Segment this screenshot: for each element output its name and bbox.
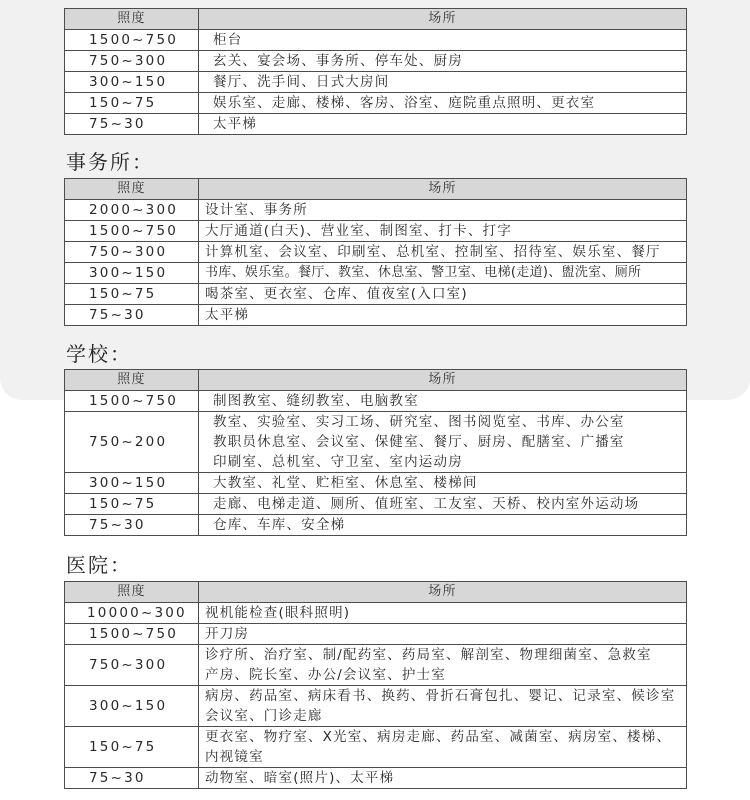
place-cell [199, 391, 687, 412]
section-title-school: 学校： [66, 342, 132, 366]
illuminance-cell: 75~30 [65, 768, 199, 789]
illuminance-cell: 750~300 [65, 645, 199, 686]
illuminance-cell: 1500~750 [65, 221, 199, 242]
place-cell [199, 93, 687, 114]
table-row [65, 686, 687, 727]
place-text: 内视镜室 [205, 749, 264, 765]
header-place: 场所 [199, 179, 687, 200]
place-cell [199, 686, 687, 727]
place-text: 走廊、电梯走道、厕所、值班室、工友室、天桥、校内室外运动场 [213, 496, 640, 512]
place-cell [199, 305, 687, 326]
table-row [65, 624, 687, 645]
table-row [65, 603, 687, 624]
place-cell [199, 494, 687, 515]
place-cell [199, 727, 687, 768]
place-text: 太平梯 [213, 116, 258, 132]
illuminance-cell: 75~30 [65, 305, 199, 326]
table-row [65, 242, 687, 263]
place-text: 计算机室、会议室、印刷室、总机室、控制室、招待室、娱乐室、餐厅 [205, 244, 661, 260]
place-cell [199, 221, 687, 242]
illuminance-cell: 300~150 [65, 263, 199, 284]
illuminance-cell: 150~75 [65, 494, 199, 515]
illuminance-cell: 1500~750 [65, 624, 199, 645]
table-row [65, 200, 687, 221]
illuminance-cell: 150~75 [65, 93, 199, 114]
place-text: 制图教室、缝纫教室、电脑教室 [213, 393, 419, 409]
illuminance-cell: 150~75 [65, 727, 199, 768]
table-row [65, 515, 687, 536]
illuminance-cell: 75~30 [65, 114, 199, 135]
place-cell [199, 72, 687, 93]
header-illuminance: 照度 [65, 9, 199, 30]
table-row [65, 221, 687, 242]
place-text: 病房、药品室、病床看书、换药、骨折石膏包扎、婴记、记录室、候诊室 [205, 688, 676, 704]
place-text: 书库、娱乐室。餐厅、教室、休息室、警卫室、电梯(走道)、盥洗室、厕所 [205, 265, 642, 280]
table-row [65, 768, 687, 789]
table-row [65, 391, 687, 412]
header-place: 场所 [199, 9, 687, 30]
place-text: 仓库、车库、安全梯 [213, 517, 346, 533]
place-text: 娱乐室、走廊、楼梯、客房、浴室、庭院重点照明、更衣室 [213, 95, 596, 111]
illuminance-cell: 1500~750 [65, 391, 199, 412]
place-text: 产房、院长室、办公/会议室、护士室 [205, 667, 446, 683]
table-row [65, 412, 687, 473]
illuminance-cell: 750~300 [65, 51, 199, 72]
place-text: 柜台 [213, 32, 243, 48]
table-row [65, 645, 687, 686]
place-cell [199, 51, 687, 72]
place-text: 玄关、宴会场、事务所、停车处、厨房 [213, 53, 463, 69]
place-cell [199, 473, 687, 494]
place-text: 喝茶室、更衣室、仓库、值夜室(入口室) [205, 286, 468, 302]
place-text: 设计室、事务所 [205, 202, 308, 218]
place-text: 印刷室、总机室、守卫室、室内运动房 [213, 454, 463, 470]
table-row [65, 93, 687, 114]
illuminance-cell: 300~150 [65, 473, 199, 494]
place-cell [199, 412, 687, 473]
place-text: 会议室、门诊走廊 [205, 708, 323, 724]
illuminance-cell: 750~300 [65, 242, 199, 263]
place-cell [199, 242, 687, 263]
illuminance-cell: 300~150 [65, 686, 199, 727]
place-text: 大厅通道(白天)、营业室、制图室、打卡、打字 [205, 223, 512, 239]
section-title-hospital: 医院： [66, 553, 132, 577]
place-cell [199, 515, 687, 536]
section-title-office: 事务所： [66, 150, 154, 174]
lux-table-office [64, 178, 687, 326]
place-cell [199, 768, 687, 789]
illuminance-cell: 750~200 [65, 412, 199, 473]
place-text: 太平梯 [205, 307, 250, 323]
place-cell [199, 284, 687, 305]
place-text: 动物室、暗室(照片)、太平梯 [205, 770, 395, 786]
illuminance-cell: 150~75 [65, 284, 199, 305]
place-text: 教职员休息室、会议室、保健室、餐厅、厨房、配膳室、广播室 [213, 434, 625, 450]
place-text: 诊疗所、治疗室、制/配药室、药局室、解剖室、物理细菌室、急救室 [205, 647, 652, 663]
header-place: 场所 [199, 582, 687, 603]
lux-table-0 [64, 8, 687, 135]
illuminance-cell: 2000~300 [65, 200, 199, 221]
place-cell [199, 263, 687, 284]
place-cell [199, 624, 687, 645]
place-text: 教室、实验室、实习工场、研究室、图书阅览室、书库、办公室 [213, 414, 625, 430]
place-cell [199, 645, 687, 686]
header-illuminance: 照度 [65, 582, 199, 603]
place-text: 开刀房 [205, 626, 250, 642]
illuminance-cell: 300~150 [65, 72, 199, 93]
table-row [65, 305, 687, 326]
header-place: 场所 [199, 370, 687, 391]
place-cell [199, 603, 687, 624]
table-row [65, 30, 687, 51]
place-cell [199, 114, 687, 135]
place-cell [199, 30, 687, 51]
table-row [65, 727, 687, 768]
table-row [65, 263, 687, 284]
place-text: 更衣室、物疗室、X光室、病房走廊、药品室、减菌室、病房室、楼梯、 [205, 729, 672, 745]
illuminance-cell: 75~30 [65, 515, 199, 536]
table-row [65, 114, 687, 135]
illuminance-cell: 1500~750 [65, 30, 199, 51]
place-cell [199, 200, 687, 221]
place-text: 餐厅、洗手间、日式大房间 [213, 74, 390, 90]
table-row [65, 284, 687, 305]
header-illuminance: 照度 [65, 179, 199, 200]
illuminance-cell: 10000~300 [65, 603, 199, 624]
place-text: 视机能检查(眼科照明) [205, 605, 351, 621]
place-text: 大教室、礼堂、贮柜室、休息室、楼梯间 [213, 475, 478, 491]
table-row [65, 494, 687, 515]
table-row [65, 72, 687, 93]
table-row [65, 51, 687, 72]
table-row [65, 473, 687, 494]
lux-table-hospital [64, 581, 687, 789]
header-illuminance: 照度 [65, 370, 199, 391]
lux-table-school [64, 369, 687, 536]
